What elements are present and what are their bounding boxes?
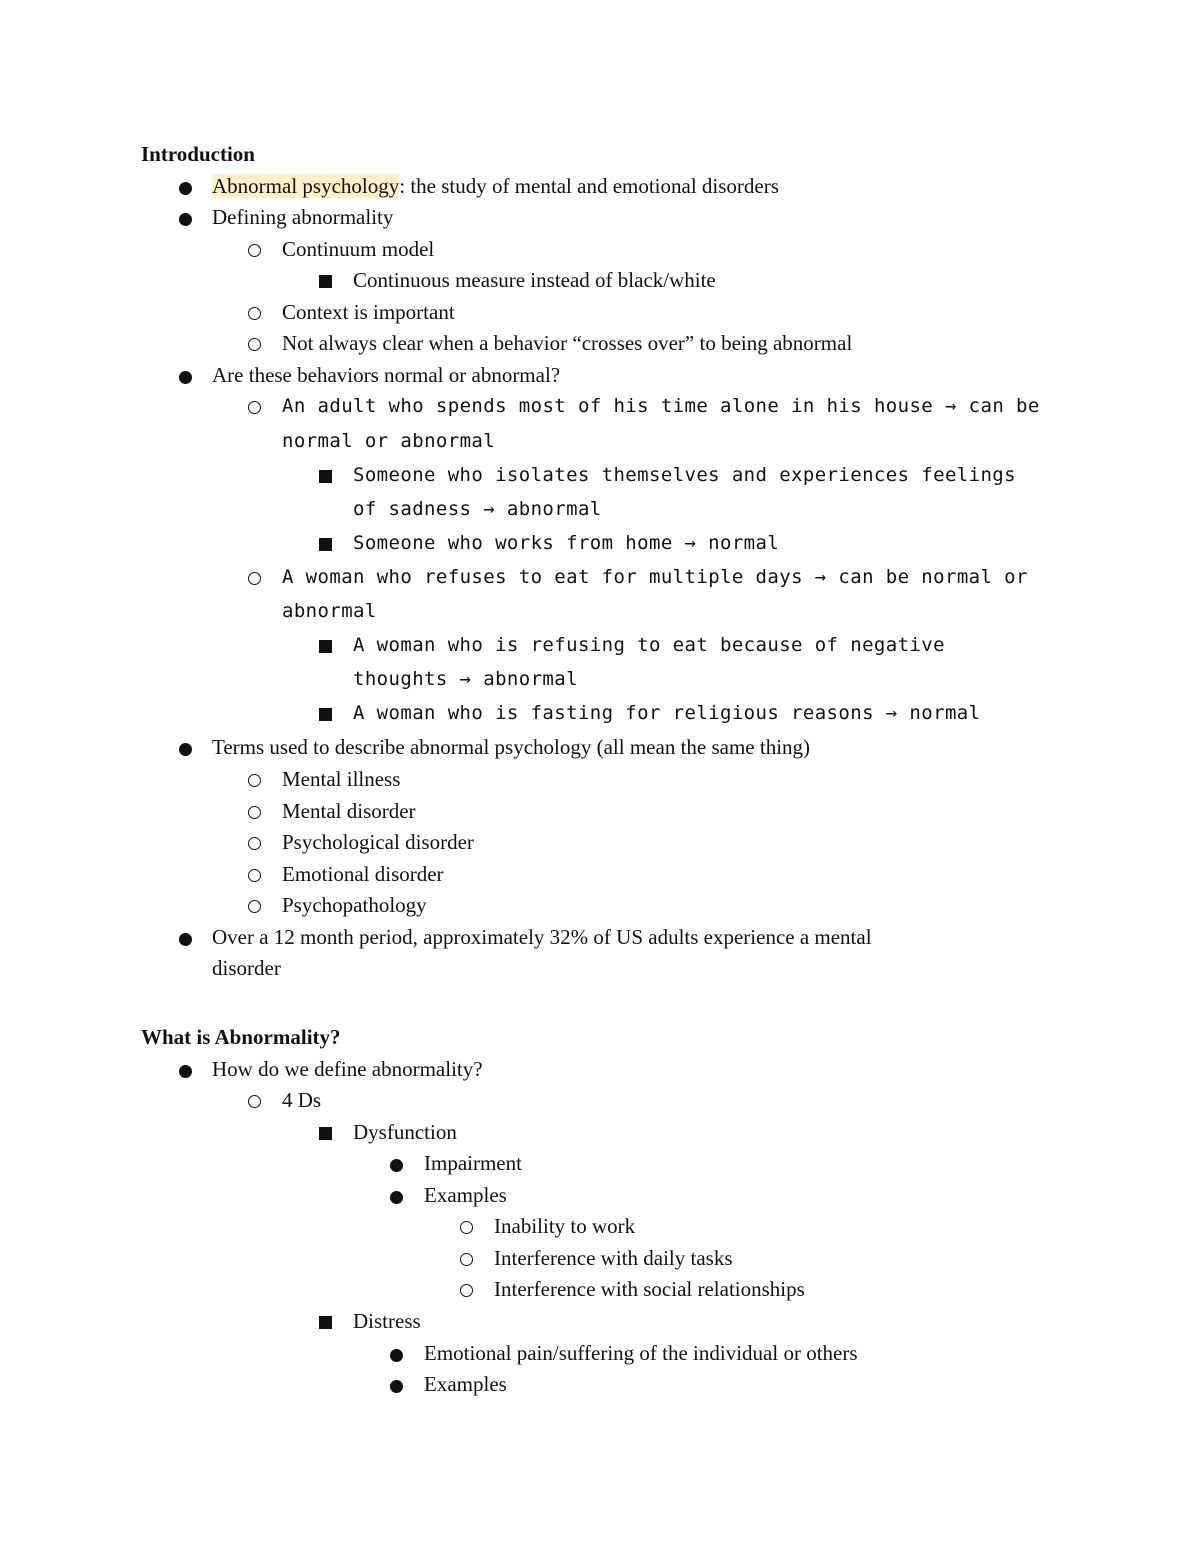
bullet-circle-icon bbox=[460, 1284, 473, 1297]
list-item-text: Are these behaviors normal or abnormal? bbox=[212, 362, 561, 387]
bullet-disc-icon bbox=[390, 1349, 403, 1362]
list-item-text: Examples bbox=[424, 1182, 507, 1207]
list-item-text: Context is important bbox=[282, 299, 455, 324]
bullet-disc-icon bbox=[179, 743, 192, 756]
bullet-square-icon bbox=[319, 470, 332, 483]
bullet-disc-icon bbox=[179, 1065, 192, 1078]
list-item-text: Someone who isolates themselves and experiences feelings bbox=[353, 463, 1016, 486]
list-item-text: Terms used to describe abnormal psychology (all mean the same thing) bbox=[212, 735, 811, 760]
list-item-text: A woman who refuses to eat for multiple days → can be normal or bbox=[282, 565, 1028, 588]
bullet-circle-icon bbox=[248, 244, 261, 257]
bullet-circle-icon bbox=[248, 806, 261, 819]
list-item-text: Interference with daily tasks bbox=[494, 1245, 733, 1270]
bullet-circle-icon bbox=[460, 1221, 473, 1234]
bullet-disc-icon bbox=[179, 933, 192, 946]
bullet-circle-icon bbox=[248, 338, 261, 351]
list-item-text: abnormal bbox=[282, 600, 377, 622]
list-item-text: Defining abnormality bbox=[212, 205, 394, 230]
bullet-circle-icon bbox=[248, 1095, 261, 1108]
list-item-text: Psychopathology bbox=[282, 893, 427, 918]
list-item-text: Continuum model bbox=[282, 236, 435, 261]
bullet-disc-icon bbox=[390, 1380, 403, 1393]
list-item-text: of sadness → abnormal bbox=[353, 497, 602, 520]
bullet-disc-icon bbox=[179, 182, 192, 195]
list-item-text: Mental disorder bbox=[282, 798, 416, 823]
list-item-text: How do we define abnormality? bbox=[212, 1056, 483, 1081]
list-item-text: Emotional disorder bbox=[282, 861, 444, 886]
list-item-text: Inability to work bbox=[494, 1214, 636, 1239]
bullet-circle-icon bbox=[248, 401, 261, 414]
list-item-text: thoughts → abnormal bbox=[353, 668, 578, 691]
list-item-text: normal or abnormal bbox=[282, 429, 496, 452]
list-item-text: Impairment bbox=[424, 1151, 522, 1176]
list-item-text: Emotional pain/suffering of the individual or others bbox=[424, 1340, 858, 1365]
list-item-text: Dysfunction bbox=[353, 1119, 457, 1144]
list-item-text: Not always clear when a behavior “crosses over” to being abnormal bbox=[282, 331, 853, 356]
bullet-circle-icon bbox=[248, 307, 261, 320]
bullet-circle-icon bbox=[248, 837, 261, 850]
bullet-circle-icon bbox=[460, 1253, 473, 1266]
bullet-disc-icon bbox=[179, 213, 192, 226]
bullet-square-icon bbox=[319, 538, 332, 551]
list-item-text: disorder bbox=[212, 956, 281, 981]
list-item-text: Continuous measure instead of black/white bbox=[353, 268, 716, 293]
list-item-text bbox=[212, 170, 779, 202]
definition-text: : the study of mental and emotional disorders bbox=[399, 173, 779, 198]
bullet-square-icon bbox=[319, 640, 332, 653]
section-heading-text: What is Abnormality? bbox=[141, 1025, 341, 1049]
bullet-disc-icon bbox=[179, 371, 192, 384]
list-item-text: A woman who is fasting for religious reasons → normal bbox=[353, 702, 981, 725]
list-item-text: A woman who is refusing to eat because of negative bbox=[353, 634, 945, 657]
bullet-disc-icon bbox=[390, 1191, 403, 1204]
highlighted-term: Abnormal psychology bbox=[212, 173, 400, 198]
list-item-text: An adult who spends most of his time alone in his house → can be bbox=[282, 395, 1040, 418]
list-item-text: Distress bbox=[353, 1308, 421, 1333]
list-item-text: Mental illness bbox=[282, 767, 401, 791]
bullet-circle-icon bbox=[248, 869, 261, 882]
bullet-square-icon bbox=[319, 1316, 332, 1329]
bullet-circle-icon bbox=[248, 774, 261, 787]
section-heading-text: Introduction bbox=[141, 142, 255, 166]
list-item-text: 4 Ds bbox=[282, 1088, 322, 1113]
list-item-text: Psychological disorder bbox=[282, 830, 474, 855]
bullet-circle-icon bbox=[248, 900, 261, 913]
bullet-square-icon bbox=[319, 275, 332, 288]
bullet-disc-icon bbox=[390, 1159, 403, 1172]
list-item-text: Over a 12 month period, approximately 32% of US adults experience a mental bbox=[212, 924, 872, 949]
bullet-square-icon bbox=[319, 1127, 332, 1140]
bullet-circle-icon bbox=[248, 572, 261, 585]
bullet-square-icon bbox=[319, 708, 332, 721]
list-item-text: Someone who works from home → normal bbox=[353, 531, 780, 554]
list-item-text: Interference with social relationships bbox=[494, 1277, 805, 1302]
list-item-text: Examples bbox=[424, 1372, 507, 1396]
